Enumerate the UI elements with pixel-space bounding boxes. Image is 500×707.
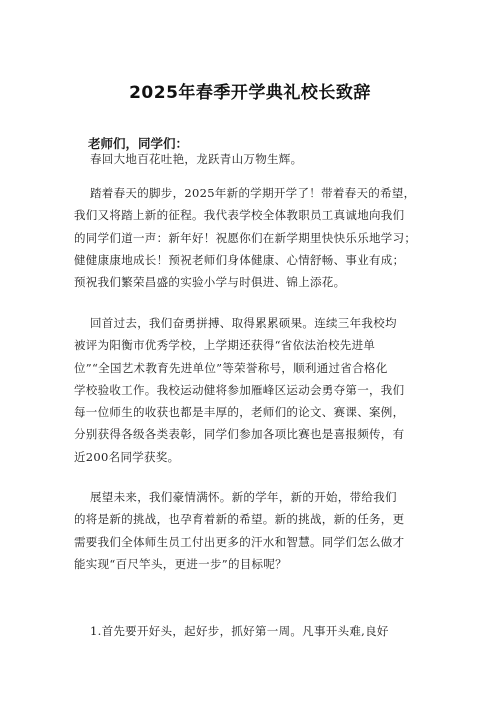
paragraph-1 [74, 148, 436, 170]
paragraph-line: 踏着春天的脚步，2025年新的学期开学了！带着春天的希望， [90, 186, 416, 200]
paragraph-line: 展望未来，我们豪情满怀。新的学年，新的开始，带给我们 [90, 490, 397, 504]
paragraph-3 [74, 312, 436, 468]
paragraph-line: 能实现“百尺竿头，更进一步”的目标呢？ [74, 556, 287, 571]
paragraph-line: 春回大地百花吐艳，龙跃青山万物生辉。 [90, 152, 303, 166]
paragraph-line: 被评为阳衡市优秀学校，上学期还获得“省依法治校先进单 [74, 338, 376, 353]
paragraph-line: 位”“全国艺术教育先进单位”等荣誉称号，顺利通过省合格化 [74, 360, 388, 375]
paragraph-line: 每一位师生的收获也都是丰厚的，老师们的论文、赛课、案例， [74, 405, 405, 420]
paragraph-line: 我们又将踏上新的征程。我代表学校全体教职员工真诚地向我们 [74, 208, 405, 223]
paragraph-2 [74, 182, 436, 293]
paragraph-4 [74, 486, 436, 575]
paragraph-line: 分别获得各级各类表彰，同学们参加各项比赛也是喜报频传，有 [74, 427, 405, 442]
paragraph-line: 回首过去，我们奋勇拼搏、取得累累硕果。连续三年我校均 [90, 316, 397, 330]
salutation: 老师们，同学们： [88, 136, 189, 151]
paragraph-line: 健健康康地成长！预祝老师们身体健康、心情舒畅、事业有成； [74, 252, 405, 267]
paragraph-line: 的同学们道一声：新年好！祝愿你们在新学期里快快乐乐地学习； [74, 230, 417, 245]
paragraph-line: 近200名同学获奖。 [74, 449, 180, 464]
paragraph-line: 需要我们全体师生员工付出更多的汗水和智慧。同学们怎么做才 [74, 534, 405, 549]
paragraph-line: 1.首先要开好头，起好步，抓好第一周。凡事开头难,良好 [90, 624, 389, 638]
paragraph-line: 学校验收工作。我校运动健将参加雁峰区运动会勇夺第一，我们 [74, 382, 405, 397]
paragraph-5 [74, 620, 436, 642]
document-title: 2025年春季开学典礼校长致辞 [129, 83, 371, 103]
paragraph-line: 预祝我们繁荣昌盛的实验小学与时俱进、锦上添花。 [74, 275, 346, 290]
paragraph-line: 的将是新的挑战，也孕育着新的希望。新的挑战，新的任务，更 [74, 512, 405, 527]
